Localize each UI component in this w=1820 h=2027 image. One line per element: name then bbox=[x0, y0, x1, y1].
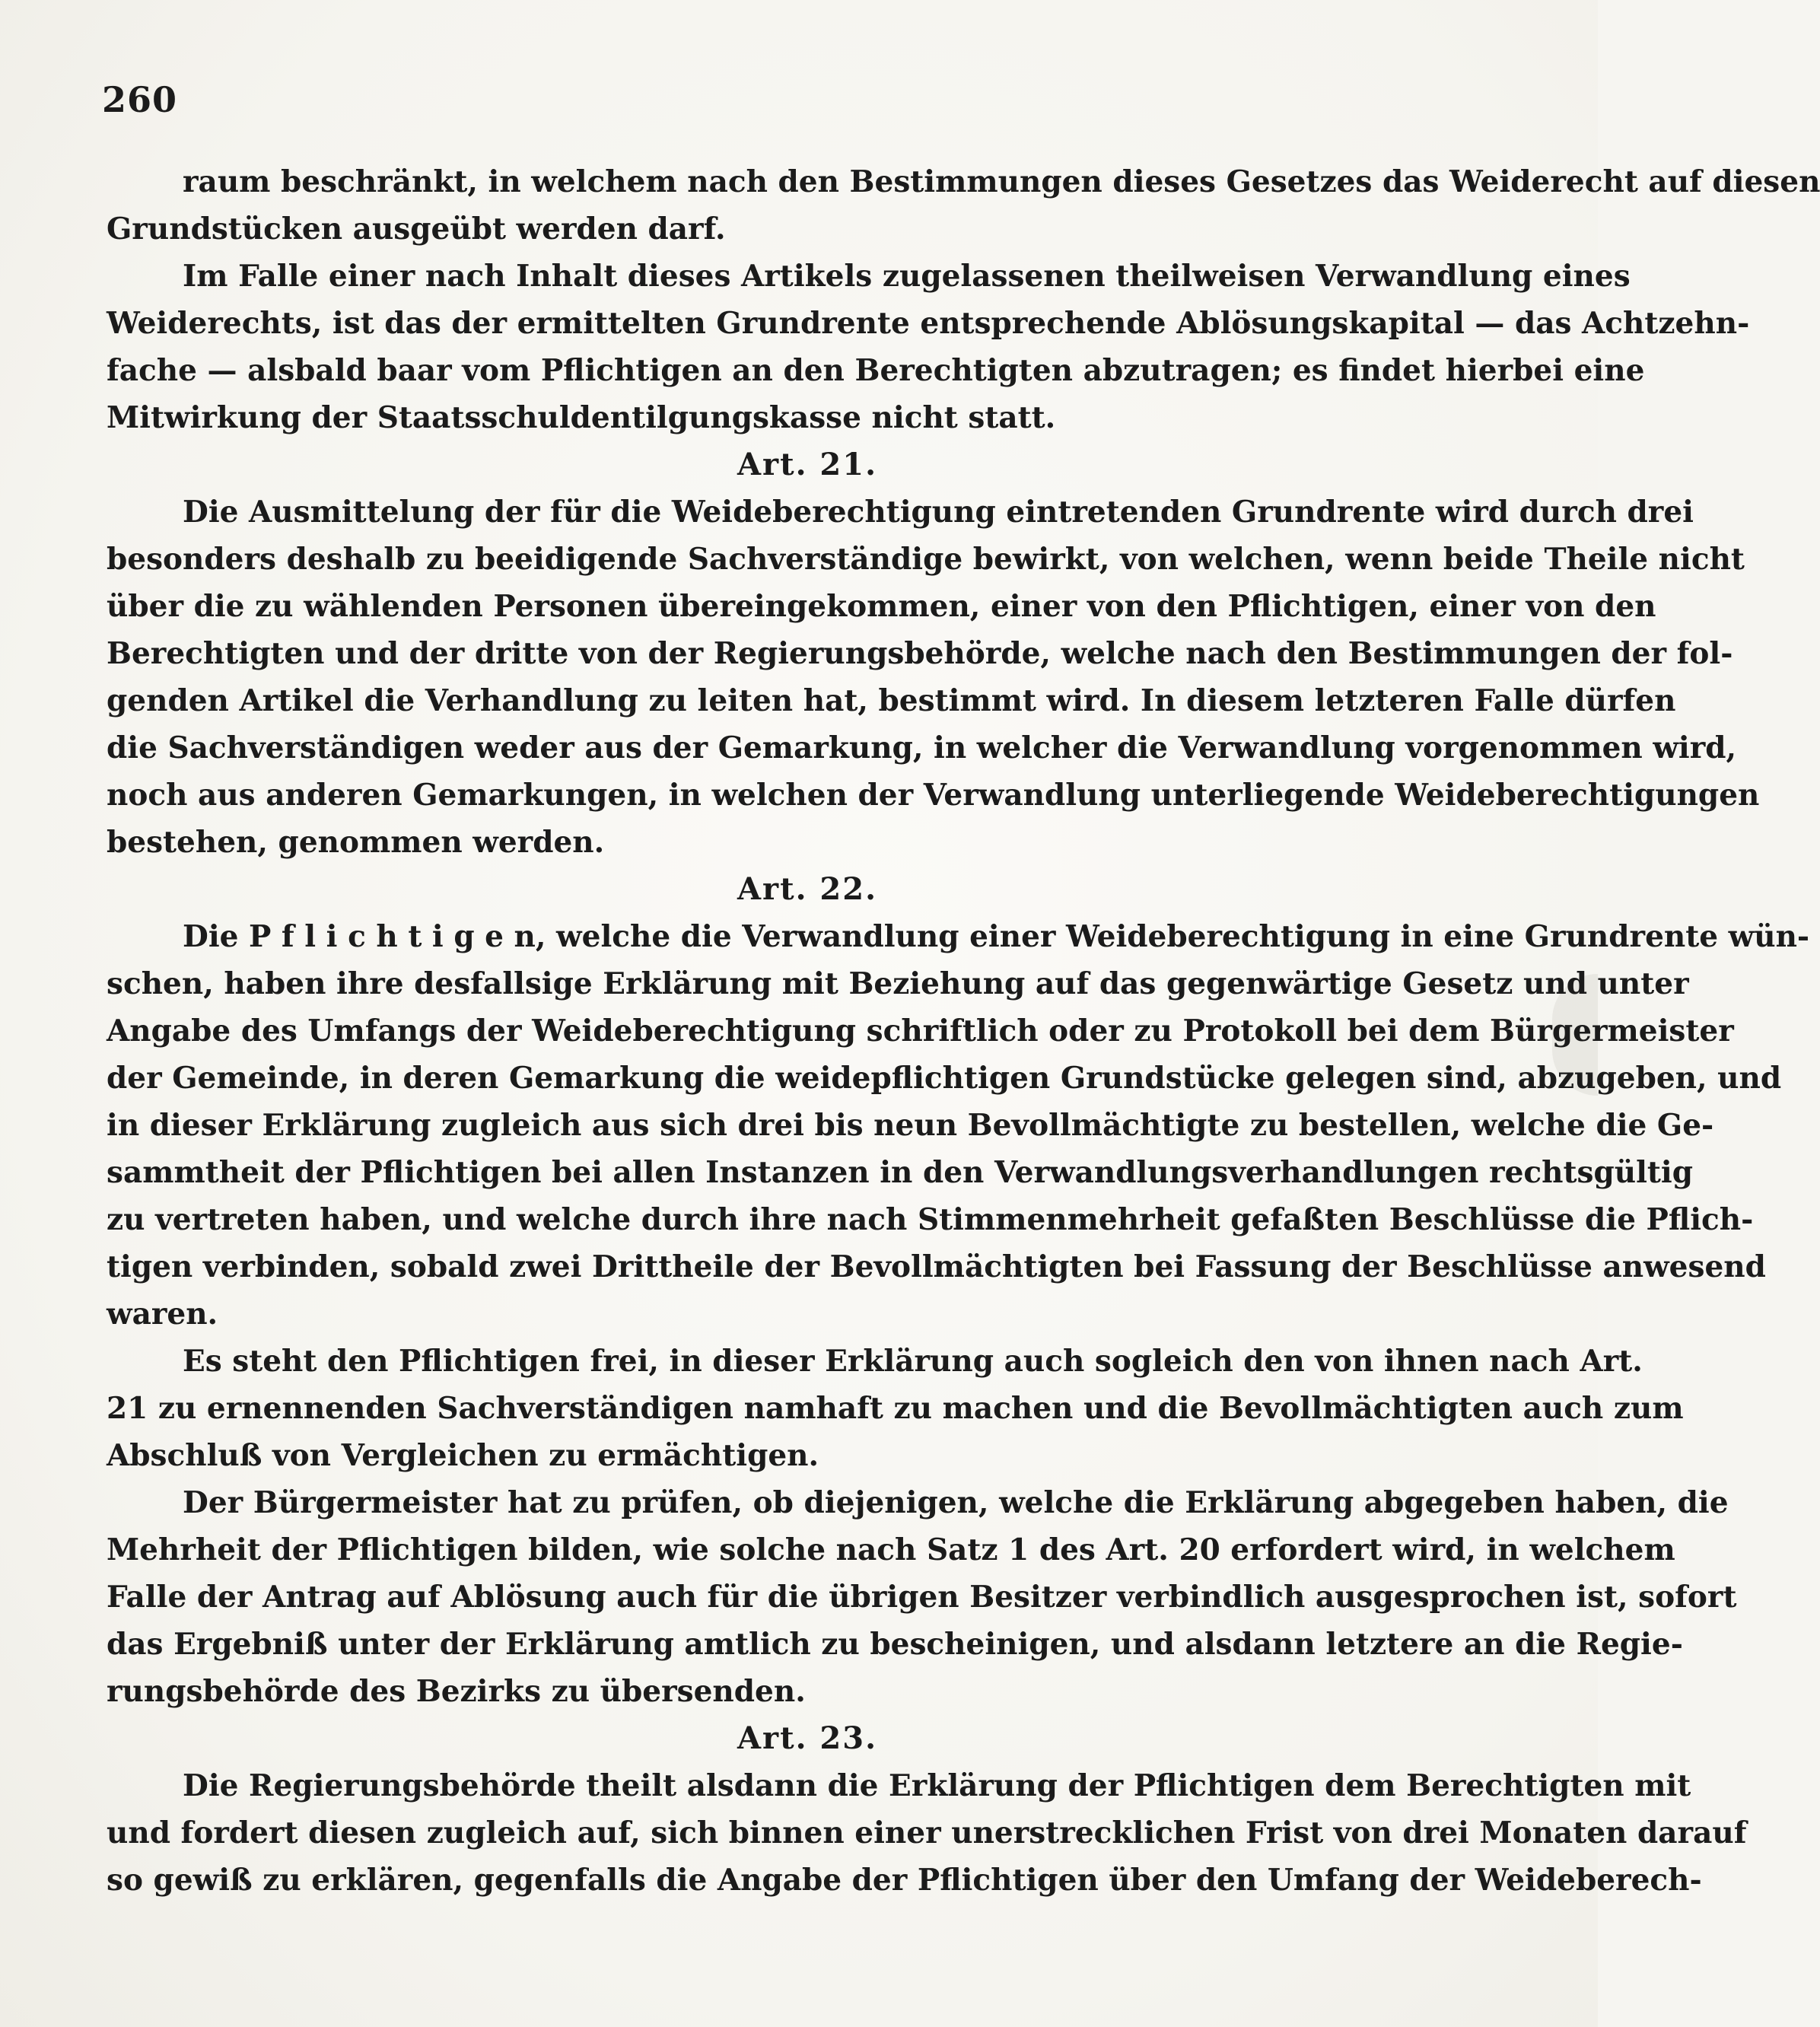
text-line: Falle der Antrag auf Ablösung auch für die übrigen Besitzer verbindlich ausgesprochen ist, sofort bbox=[107, 1580, 1737, 1615]
article-heading: Art. 22. bbox=[737, 871, 878, 907]
paragraph bbox=[107, 1762, 1747, 1904]
text-line: das Ergebniß unter der Erklärung amtlich zu bescheinigen, und alsdann letztere an die Regie- bbox=[107, 1627, 1683, 1662]
text-line: waren. bbox=[107, 1297, 218, 1332]
text-line: Abschluß von Vergleichen zu ermächtigen. bbox=[107, 1438, 819, 1473]
text-line: schen, haben ihre desfallsige Erklärung mit Beziehung auf das gegenwärtige Gesetz und unter bbox=[107, 966, 1689, 1001]
text-line: Angabe des Umfangs der Weideberechtigung schriftlich oder zu Protokoll bei dem Bürgermeister bbox=[107, 1014, 1734, 1049]
document-body bbox=[107, 158, 1820, 1904]
text-line: sammtheit der Pflichtigen bei allen Instanzen in den Verwandlungsverhandlungen rechtsgültig bbox=[107, 1155, 1694, 1190]
text-line: rungsbehörde des Bezirks zu übersenden. bbox=[107, 1674, 806, 1709]
text-line: tigen verbinden, sobald zwei Drittheile der Bevollmächtigten bei Fassung der Beschlüsse anwesend bbox=[107, 1249, 1766, 1284]
text-line: zu vertreten haben, und welche durch ihre nach Stimmenmehrheit gefaßten Beschlüsse die Pflich- bbox=[107, 1202, 1754, 1237]
paragraph bbox=[107, 488, 1760, 866]
text-line: der Gemeinde, in deren Gemarkung die weidepflichtigen Grundstücke gelegen sind, abzugeben, und bbox=[107, 1061, 1782, 1096]
text-line: über die zu wählenden Personen übereingekommen, einer von den Pflichtigen, einer von den bbox=[107, 589, 1656, 624]
paragraph bbox=[107, 913, 1810, 1338]
text-line: Mitwirkung der Staatsschuldentilgungskasse nicht statt. bbox=[107, 400, 1056, 435]
text-line: Die Regierungsbehörde theilt alsdann die Erklärung der Pflichtigen dem Berechtigten mit bbox=[183, 1768, 1691, 1803]
text-line: so gewiß zu erklären, gegenfalls die Angabe der Pflichtigen über den Umfang der Weideberech- bbox=[107, 1863, 1702, 1898]
text-line: bestehen, genommen werden. bbox=[107, 825, 605, 860]
text-line: noch aus anderen Gemarkungen, in welchen der Verwandlung unterliegende Weideberechtigungen bbox=[107, 778, 1760, 813]
paragraph bbox=[107, 253, 1750, 441]
text-line: Der Bürgermeister hat zu prüfen, ob diejenigen, welche die Erklärung abgegeben haben, die bbox=[183, 1485, 1729, 1520]
paragraph bbox=[107, 1338, 1684, 1479]
text-line: besonders deshalb zu beeidigende Sachverständige bewirkt, von welchen, wenn beide Theile nicht bbox=[107, 542, 1745, 577]
text-line: Weiderechts, ist das der ermittelten Grundrente entsprechende Ablösungskapital — das Achtzehn- bbox=[107, 306, 1750, 341]
page-number: 260 bbox=[102, 79, 178, 120]
article-heading: Art. 23. bbox=[737, 1720, 878, 1756]
article-heading: Art. 21. bbox=[737, 447, 878, 482]
text-line: und fordert diesen zugleich auf, sich binnen einer unerstrecklichen Frist von drei Monaten darauf bbox=[107, 1815, 1747, 1850]
paragraph bbox=[107, 158, 1820, 253]
text-line: Berechtigten und der dritte von der Regierungsbehörde, welche nach den Bestimmungen der fol- bbox=[107, 636, 1733, 671]
text-line: in dieser Erklärung zugleich aus sich drei bis neun Bevollmächtigte zu bestellen, welche die Ge- bbox=[107, 1108, 1714, 1143]
text-line: genden Artikel die Verhandlung zu leiten hat, bestimmt wird. In diesem letzteren Falle dürfen bbox=[107, 683, 1676, 718]
text-line: Mehrheit der Pflichtigen bilden, wie solche nach Satz 1 des Art. 20 erfordert wird, in welchem bbox=[107, 1532, 1675, 1567]
text-line: Im Falle einer nach Inhalt dieses Artikels zugelassenen theilweisen Verwandlung eines bbox=[183, 259, 1631, 294]
text-line: raum beschränkt, in welchem nach den Bestimmungen dieses Gesetzes das Weiderecht auf diesen bbox=[183, 164, 1820, 199]
text-line: Es steht den Pflichtigen frei, in dieser Erklärung auch sogleich den von ihnen nach Art. bbox=[183, 1344, 1643, 1379]
text-line: fache — alsbald baar vom Pflichtigen an den Berechtigten abzutragen; es findet hierbei eine bbox=[107, 353, 1645, 388]
text-line: die Sachverständigen weder aus der Gemarkung, in welcher die Verwandlung vorgenommen wird, bbox=[107, 730, 1737, 765]
text-line: Die P f l i c h t i g e n, welche die Verwandlung einer Weideberechtigung in eine Grundrente wün- bbox=[183, 919, 1810, 954]
text-line: 21 zu ernennenden Sachverständigen namhaft zu machen und die Bevollmächtigten auch zum bbox=[107, 1391, 1684, 1426]
paragraph bbox=[107, 1479, 1737, 1715]
text-line: Grundstücken ausgeübt werden darf. bbox=[107, 212, 726, 247]
text-line: Die Ausmittelung der für die Weideberechtigung eintretenden Grundrente wird durch drei bbox=[183, 495, 1694, 530]
